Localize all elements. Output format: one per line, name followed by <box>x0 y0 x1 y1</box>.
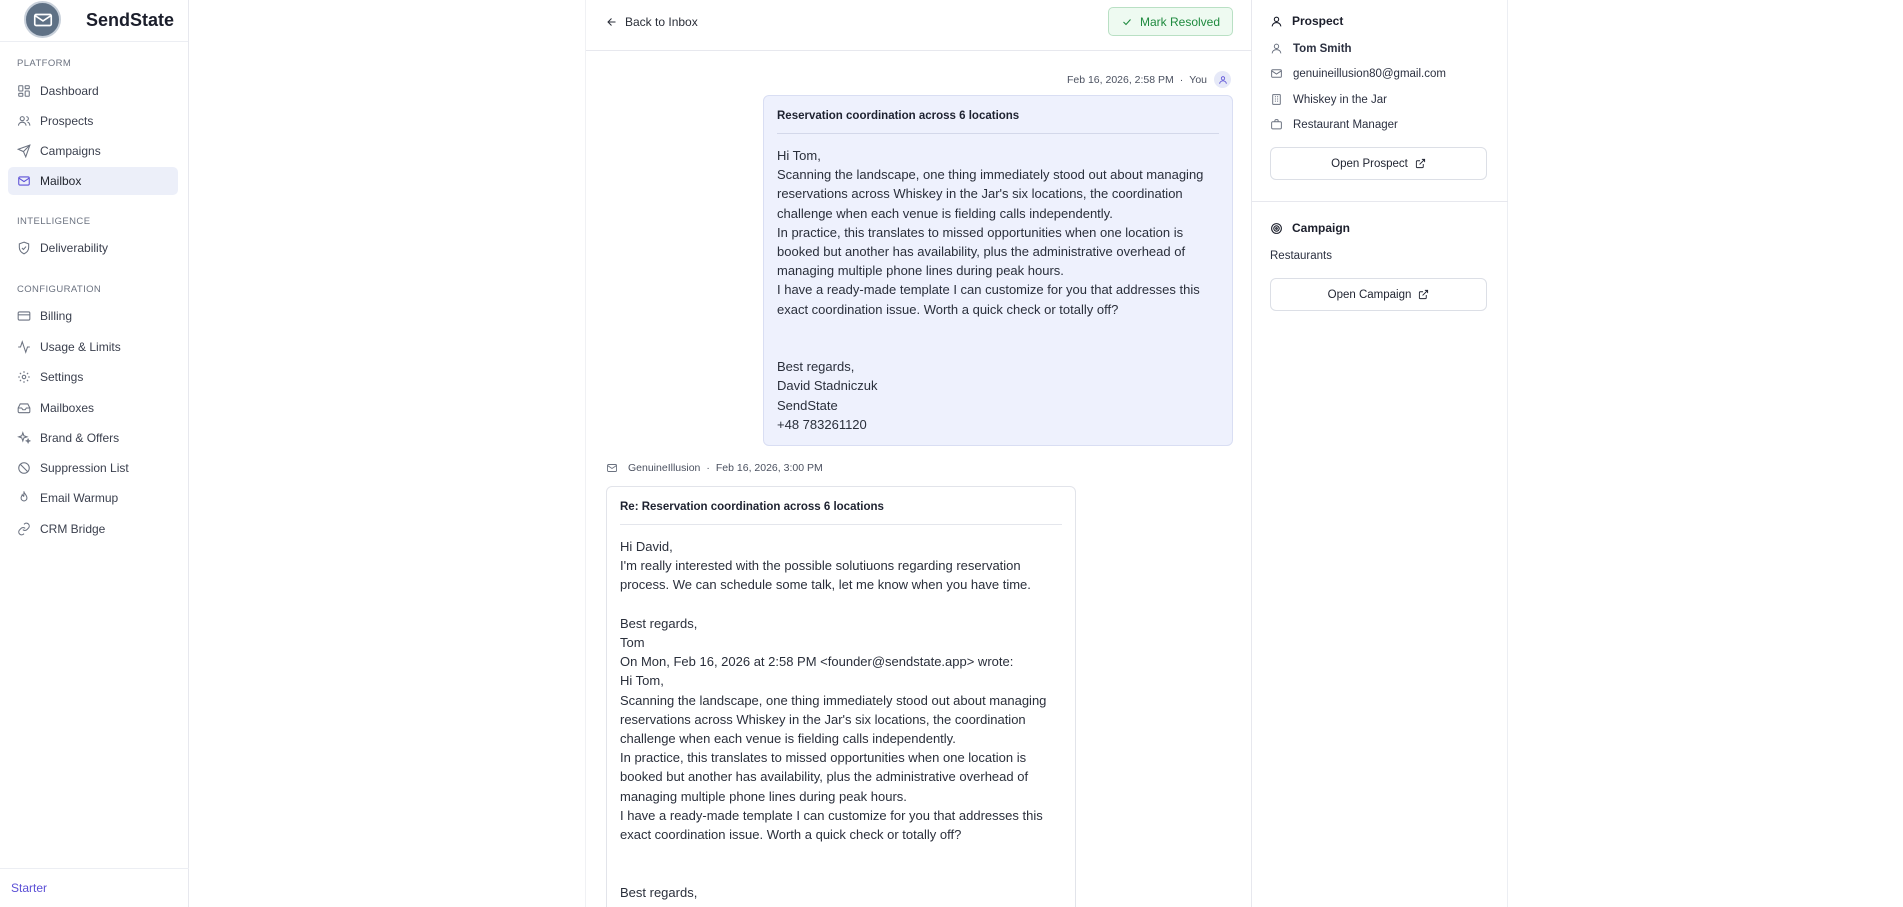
user-icon <box>1270 42 1283 55</box>
sidebar <box>0 0 189 907</box>
prospect-role <box>1270 118 1398 131</box>
message-subject: Reservation coordination across 6 locations <box>777 110 1219 134</box>
back-to-inbox-button[interactable] <box>606 15 698 29</box>
envelope-logo-icon <box>24 1 61 38</box>
sidebar-item-deliverability[interactable] <box>8 234 178 262</box>
mail-icon <box>1270 67 1283 80</box>
incoming-sender: GenuineIllusion <box>628 462 701 474</box>
activity-icon <box>17 340 31 354</box>
sidebar-item-campaigns[interactable] <box>8 137 178 165</box>
gear-icon <box>17 370 31 384</box>
sidebar-item-label: Prospects <box>40 114 94 128</box>
open-prospect-button[interactable] <box>1270 147 1487 180</box>
check-icon <box>1121 16 1133 28</box>
sidebar-item-label: Brand & Offers <box>40 431 120 445</box>
user-icon <box>1270 15 1283 28</box>
sidebar-item-label: Usage & Limits <box>40 340 121 354</box>
prospect-company <box>1270 93 1387 106</box>
sidebar-item-usage-limits[interactable] <box>8 333 178 361</box>
brand <box>0 0 188 42</box>
sidebar-item-label: CRM Bridge <box>40 522 106 536</box>
prospect-email <box>1270 67 1446 80</box>
credit-card-icon <box>17 309 31 323</box>
thread-view <box>585 0 1252 907</box>
sidebar-item-billing[interactable] <box>8 302 178 330</box>
campaign-heading <box>1270 221 1350 235</box>
mark-resolved-button[interactable] <box>1108 7 1233 36</box>
sidebar-item-crm-bridge[interactable] <box>8 515 178 543</box>
prospect-email-label: genuineillusion80@gmail.com <box>1293 67 1446 80</box>
prospect-heading-label: Prospect <box>1292 14 1344 28</box>
prospect-heading <box>1270 14 1343 28</box>
campaign-heading-label: Campaign <box>1292 221 1351 235</box>
sidebar-item-prospects[interactable] <box>8 107 178 135</box>
sidebar-item-label: Mailboxes <box>40 401 95 415</box>
sidebar-item-label: Email Warmup <box>40 491 119 505</box>
flame-icon <box>17 491 31 505</box>
incoming-message <box>606 486 1076 907</box>
target-icon <box>1270 222 1283 235</box>
sidebar-item-label: Billing <box>40 309 73 323</box>
sidebar-item-label: Deliverability <box>40 241 109 255</box>
app-name: SendState <box>86 10 175 30</box>
open-campaign-label: Open Campaign <box>1327 288 1412 301</box>
message-subject: Re: Reservation coordination across 6 locations <box>620 501 1062 525</box>
send-icon <box>17 144 31 158</box>
sidebar-item-label: Campaigns <box>40 144 101 158</box>
sidebar-item-label: Mailbox <box>40 174 82 188</box>
plan-badge[interactable]: Starter <box>0 868 189 907</box>
external-link-icon <box>1415 158 1426 169</box>
section-label-platform: PLATFORM <box>17 58 72 69</box>
incoming-meta <box>606 462 823 474</box>
prospect-role-label: Restaurant Manager <box>1293 118 1398 131</box>
users-icon <box>17 114 31 128</box>
meta-separator: · <box>706 462 710 474</box>
sidebar-item-label: Dashboard <box>40 84 99 98</box>
open-prospect-label: Open Prospect <box>1331 157 1408 170</box>
thread-toolbar <box>586 0 1251 51</box>
shield-check-icon <box>17 241 31 255</box>
campaign-name: Restaurants <box>1270 250 1333 262</box>
sidebar-item-brand-offers[interactable] <box>8 424 178 452</box>
mail-icon <box>606 462 618 474</box>
sidebar-item-mailbox[interactable] <box>8 167 178 195</box>
sidebar-item-settings[interactable] <box>8 363 178 391</box>
outgoing-sender: You <box>1189 73 1207 86</box>
meta-separator: · <box>1179 73 1184 86</box>
resolve-label: Mark Resolved <box>1139 14 1221 29</box>
external-link-icon <box>1418 289 1429 300</box>
details-panel <box>1252 0 1508 907</box>
sidebar-item-suppression-list[interactable] <box>8 454 178 482</box>
section-label-intelligence: INTELLIGENCE <box>17 216 91 227</box>
inbox-icon <box>17 401 31 415</box>
sparkles-icon <box>17 431 31 445</box>
outgoing-timestamp: Feb 16, 2026, 2:58 PM <box>1066 73 1174 86</box>
link-icon <box>17 522 31 536</box>
section-label-configuration: CONFIGURATION <box>17 284 102 295</box>
sidebar-item-dashboard[interactable] <box>8 77 178 105</box>
outgoing-meta <box>1067 71 1231 88</box>
sidebar-item-mailboxes[interactable] <box>8 394 178 422</box>
building-icon <box>1270 93 1283 106</box>
ban-icon <box>17 461 31 475</box>
incoming-timestamp: Feb 16, 2026, 3:00 PM <box>715 462 823 474</box>
sidebar-item-email-warmup[interactable] <box>8 484 178 512</box>
open-campaign-button[interactable] <box>1270 278 1487 311</box>
back-label: Back to Inbox <box>625 15 698 29</box>
sidebar-item-label: Suppression List <box>40 461 129 475</box>
briefcase-icon <box>1270 118 1283 131</box>
mail-icon <box>17 174 31 188</box>
prospect-name-label: Tom Smith <box>1293 42 1352 55</box>
sidebar-item-label: Settings <box>40 370 84 384</box>
arrow-left-icon <box>606 16 618 28</box>
message-body: Hi David, I'm really interested with the possible solutiuons regarding reservation process. We can schedule some talk, let me know when you have time. Best regards, Tom On Mon, Feb 16, 2026 at 2:58 PM <founder@sendstate.app> wrote: Hi Tom, Scanning the landscape, one thing immediately stood out about managing reservations across Whiskey in the Jar's six locations, the coordination challenge when each venue is fielding calls independently. In practice, this translates to missed opportunities when one location is booked but another has availability, plus the administrative overhead of managing multiple phone lines during peak hours. I have a ready-made template I can customize for you that addresses this exact coordination issue. Worth a quick check or totally off? Best regards, <box>620 539 1047 900</box>
user-avatar-icon <box>1214 71 1231 88</box>
panel-divider <box>1252 201 1508 202</box>
dashboard-icon <box>17 84 31 98</box>
prospect-name <box>1270 42 1352 55</box>
message-body: Hi Tom, Scanning the landscape, one thing immediately stood out about managing reservations across Whiskey in the Jar's six locations, the coordination challenge when each venue is fielding calls independently. In practice, this translates to missed opportunities when one location is booked but another has availability, plus the administrative overhead of managing multiple phone lines during peak hours. I have a ready-made template I can customize for you that addresses this exact coordination issue. Worth a quick check or totally off? Best regards, David Stadniczuk SendState +48 783261120 <box>777 148 1204 432</box>
outgoing-message <box>763 95 1233 446</box>
prospect-company-label: Whiskey in the Jar <box>1293 93 1387 106</box>
